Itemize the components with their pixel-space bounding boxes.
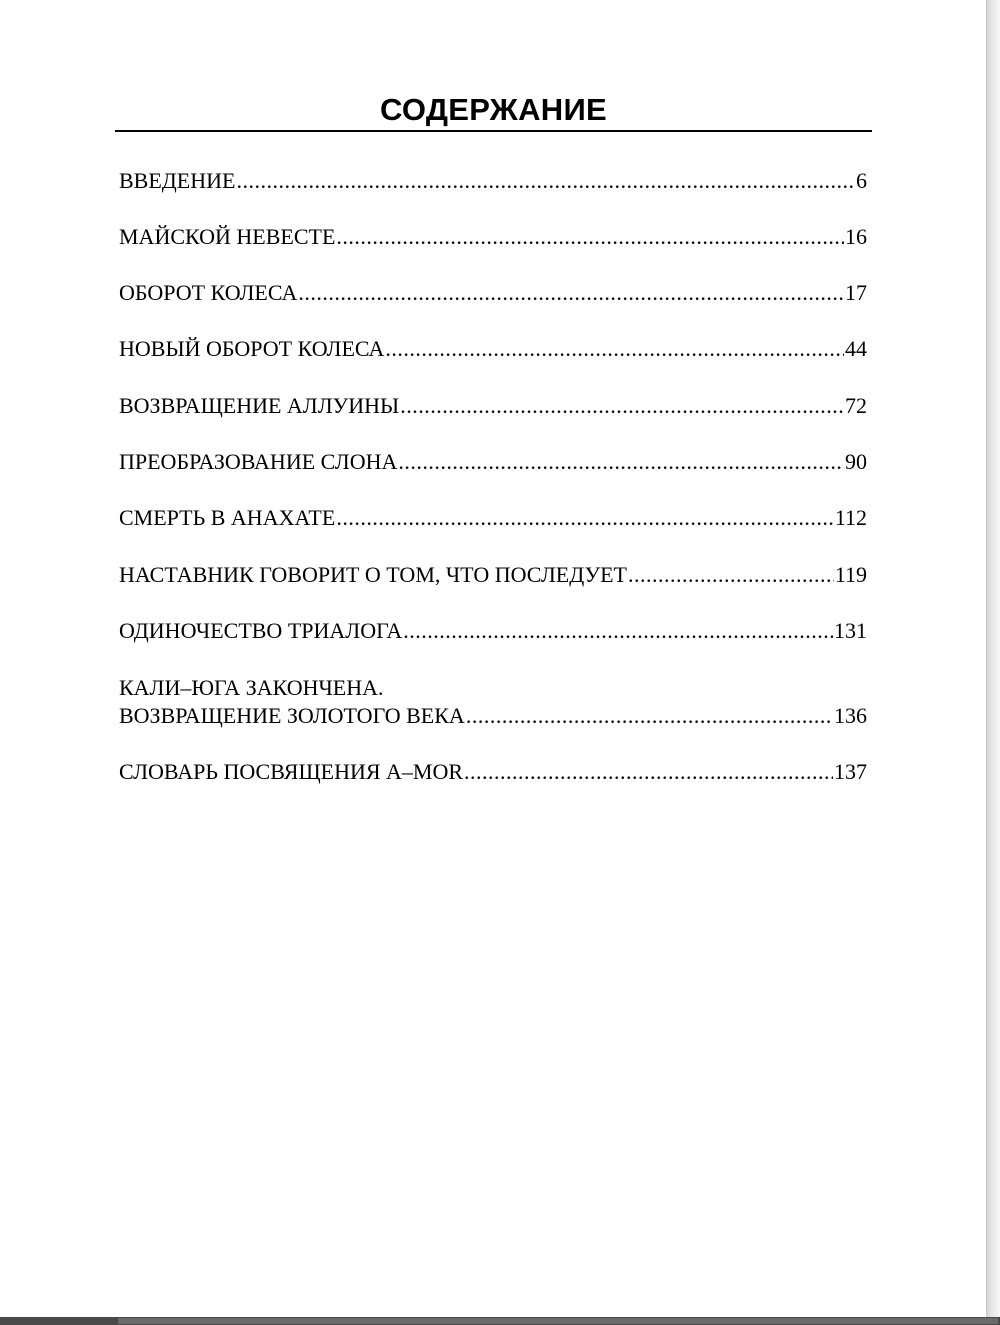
toc-heading-text: СОДЕРЖАНИЕ bbox=[379, 92, 608, 127]
toc-entry-page: 131 bbox=[834, 618, 867, 643]
dot-leader bbox=[398, 448, 844, 476]
toc-entry[interactable] bbox=[119, 392, 867, 420]
toc-entry-page: 16 bbox=[845, 224, 867, 249]
toc-entry-page: 72 bbox=[845, 393, 867, 418]
page-right-edge bbox=[986, 0, 1000, 1325]
dot-leader bbox=[464, 758, 833, 786]
toc-entry-title: НАСТАВНИК ГОВОРИТ О ТОМ, ЧТО ПОСЛЕДУЕТ bbox=[119, 562, 627, 587]
scrollbar-thumb[interactable] bbox=[118, 1318, 998, 1324]
dot-leader bbox=[385, 335, 844, 363]
dot-leader bbox=[628, 561, 834, 589]
toc-entry[interactable] bbox=[119, 561, 867, 589]
toc-entry[interactable] bbox=[119, 279, 867, 307]
toc-entry-page: 119 bbox=[834, 562, 867, 587]
toc-entry[interactable] bbox=[119, 504, 867, 532]
toc-entry-title: ПРЕОБРАЗОВАНИЕ СЛОНА bbox=[119, 449, 398, 474]
toc-entry-title: ВОЗВРАЩЕНИЕ ЗОЛОТОГО ВЕКА bbox=[119, 703, 465, 728]
toc-entry-title: СМЕРТЬ В АНАХАТЕ bbox=[119, 505, 336, 530]
toc-entry[interactable] bbox=[119, 167, 867, 195]
dot-leader bbox=[336, 504, 834, 532]
toc-entry-title: ВВЕДЕНИЕ bbox=[119, 168, 236, 193]
toc-entry-title: СЛОВАРЬ ПОСВЯЩЕНИЯ A–MOR bbox=[119, 759, 464, 784]
dot-leader bbox=[298, 279, 844, 307]
toc-entry-page: 44 bbox=[845, 336, 867, 361]
toc-entry-page: 17 bbox=[845, 280, 867, 305]
toc-entry-title: ОДИНОЧЕСТВО ТРИАЛОГА bbox=[119, 618, 403, 643]
toc-entry-page: 136 bbox=[834, 703, 867, 728]
toc-entry[interactable] bbox=[119, 335, 867, 363]
toc-entry-title: МАЙСКОЙ НЕВЕСТЕ bbox=[119, 224, 336, 249]
toc-entry-title: НОВЫЙ ОБОРОТ КОЛЕСА bbox=[119, 336, 385, 361]
toc-entry[interactable] bbox=[119, 758, 867, 786]
toc-entry[interactable] bbox=[119, 223, 867, 251]
toc-entry-page: 6 bbox=[856, 168, 867, 193]
toc-entry-page: 112 bbox=[834, 505, 867, 530]
toc-entry-title: ОБОРОТ КОЛЕСА bbox=[119, 280, 298, 305]
toc-heading bbox=[115, 92, 872, 132]
toc-entry-page: 90 bbox=[845, 449, 867, 474]
toc-entry-title: ВОЗВРАЩЕНИЕ АЛЛУИНЫ bbox=[119, 393, 400, 418]
dot-leader bbox=[236, 167, 855, 195]
toc-entry[interactable] bbox=[119, 617, 867, 645]
horizontal-scrollbar[interactable] bbox=[0, 1317, 1000, 1325]
toc-entry[interactable] bbox=[119, 448, 867, 476]
dot-leader bbox=[336, 223, 844, 251]
toc-entry[interactable] bbox=[119, 674, 867, 730]
dot-leader bbox=[400, 392, 844, 420]
dot-leader bbox=[403, 617, 833, 645]
toc-entry-page: 137 bbox=[834, 759, 867, 784]
toc-entry-title-line1: КАЛИ–ЮГА ЗАКОНЧЕНА. bbox=[119, 675, 384, 700]
dot-leader bbox=[466, 702, 833, 730]
